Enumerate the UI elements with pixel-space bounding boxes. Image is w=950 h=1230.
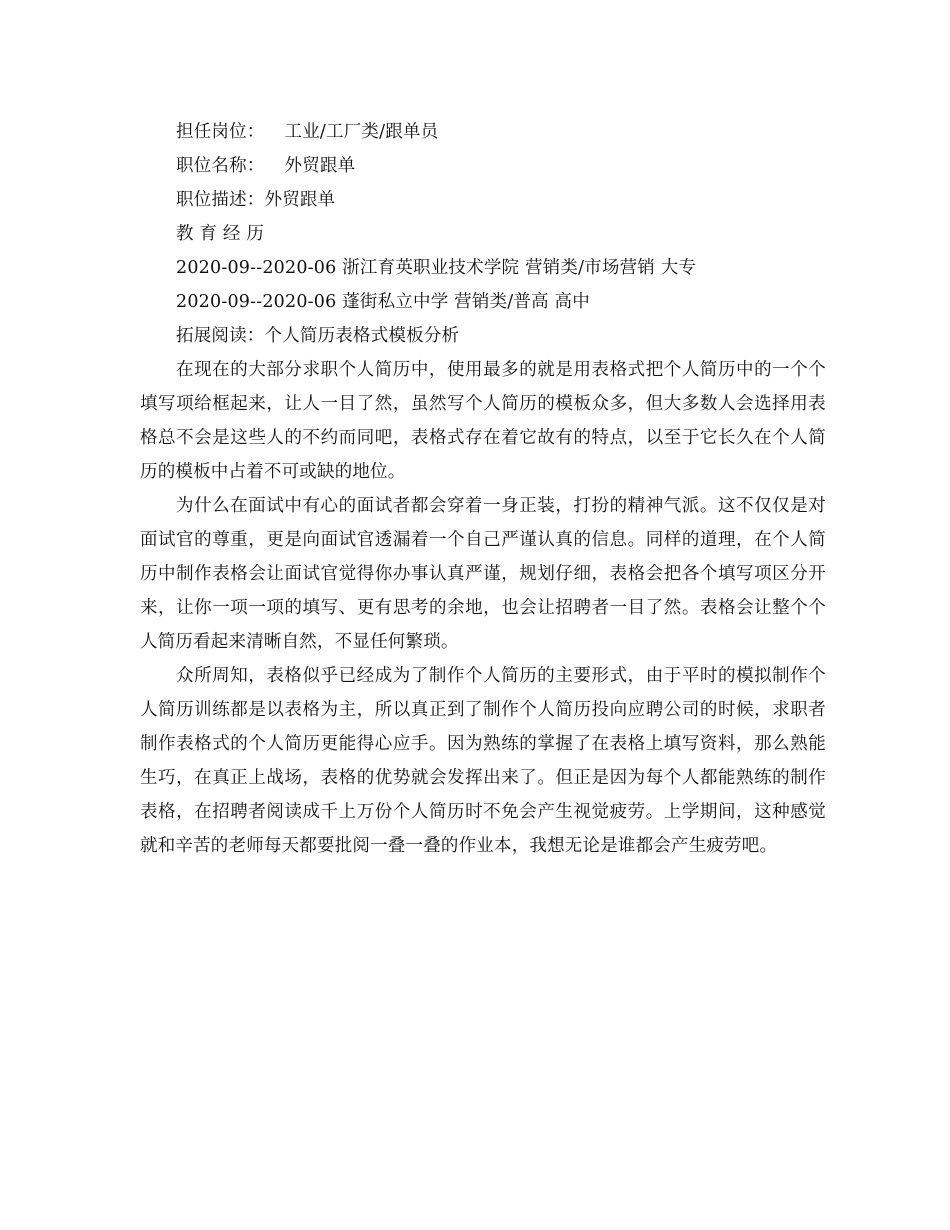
field-job-title-value: 外贸跟单	[284, 156, 356, 176]
field-job-desc-label: 职位描述：	[176, 190, 265, 210]
field-position-value: 工业/工厂类/跟单员	[284, 122, 439, 142]
field-job-title	[140, 149, 826, 183]
education-heading: 教 育 经 历	[176, 224, 265, 244]
extended-reading-title: 拓展阅读：个人简历表格式模板分析	[176, 326, 460, 346]
field-position-label: 担任岗位：	[176, 122, 265, 142]
education-entry: 2020-09--2020-06 浙江育英职业技术学院 营销类/市场营销 大专	[176, 258, 697, 278]
field-job-desc-value: 外贸跟单	[264, 190, 336, 210]
article-body	[140, 353, 826, 863]
article-paragraph: 众所周知，表格似乎已经成为了制作个人简历的主要形式，由于平时的模拟制作个人简历训练都是以表格为主，所以真正到了制作个人简历投向应聘公司的时候，求职者制作表格式的个人简历更能得心应手。因为熟练的掌握了在表格上填写资料，那么熟能生巧，在真正上战场，表格的优势就会发挥出来了。但正是因为每个人都能熟练的制作表格，在招聘者阅读成千上万份个人简历时不免会产生视觉疲劳。上学期间，这种感觉就和辛苦的老师每天都要批阅一叠一叠的作业本，我想无论是谁都会产生疲劳吧。	[140, 666, 826, 856]
field-position	[140, 115, 826, 149]
field-job-desc	[140, 183, 826, 217]
document-body	[140, 115, 826, 863]
article-paragraph: 在现在的大部分求职个人简历中，使用最多的就是用表格式把个人简历中的一个个填写项给框起来，让人一目了然，虽然写个人简历的模板众多，但大多数人会选择用表格总不会是这些人的不约而同吧，表格式存在着它故有的特点，以至于它长久在个人简历的模板中占着不可或缺的地位。	[140, 360, 826, 482]
field-job-title-label: 职位名称：	[176, 156, 265, 176]
education-entry: 2020-09--2020-06 蓬街私立中学 营销类/普高 高中	[176, 292, 590, 312]
resume-fields	[140, 115, 826, 353]
article-paragraph: 为什么在面试中有心的面试者都会穿着一身正装，打扮的精神气派。这不仅仅是对面试官的尊重，更是向面试官透漏着一个自己严谨认真的信息。同样的道理，在个人简历中制作表格会让面试官觉得你办事认真严谨，规划仔细，表格会把各个填写项区分开来，让你一项一项的填写、更有思考的余地，也会让招聘者一目了然。表格会让整个个人简历看起来清晰自然，不显任何繁琐。	[140, 496, 826, 652]
